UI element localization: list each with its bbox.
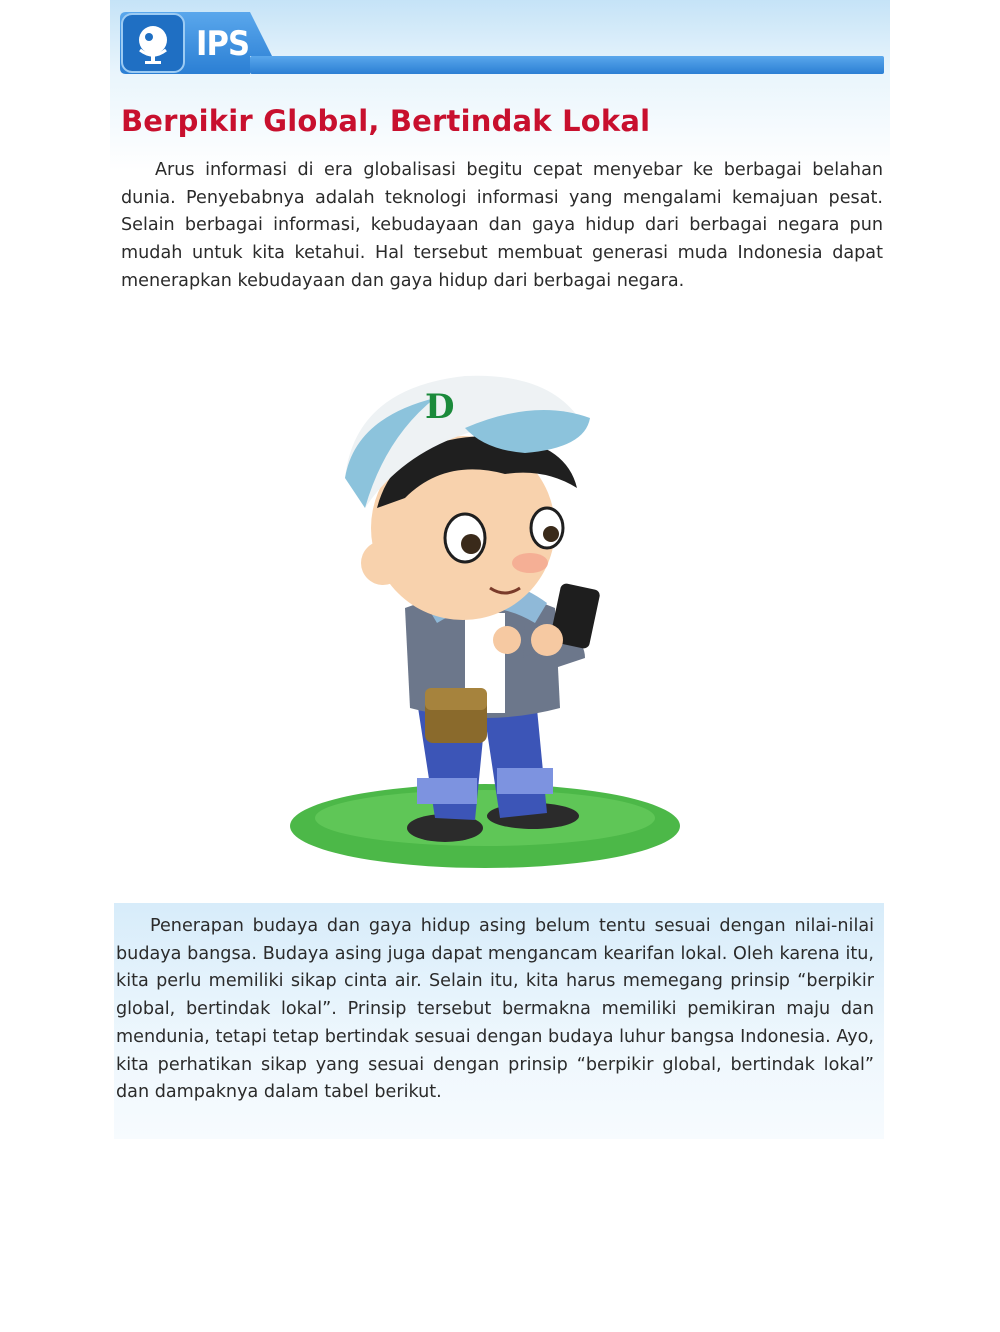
subject-header xyxy=(120,10,884,78)
section-title: Berpikir Global, Bertindak Lokal xyxy=(121,104,651,138)
principle-paragraph: Penerapan budaya dan gaya hidup asing belum tentu sesuai dengan nilai-nilai budaya bangsa. Budaya asing juga dapat mengancam kearifan lokal. Oleh karena itu, kita perlu memiliki sikap cinta air. Selain itu, kita harus memegang prinsip “berpikir global, bertindak lokal”. Prinsip tersebut bermakna memiliki pemikiran maju dan mendunia, tetapi tetap bertindak sesuai dengan budaya luhur bangsa Indonesia. Ayo, kita perhatikan sikap yang sesuai dengan prinsip “berpikir global, bertindak lokal” dan dampaknya dalam tabel berikut. xyxy=(116,916,874,1103)
subject-label: IPS xyxy=(196,24,250,64)
cap-letter: D xyxy=(425,387,455,427)
boy-with-phone-illustration xyxy=(285,358,705,878)
intro-paragraph: Arus informasi di era globalisasi begitu cepat menyebar ke berbagai belahan dunia. Penyebabnya adalah teknologi informasi yang mengalami kemajuan pesat. Selain berbagai informasi, kebudayaan dan gaya hidup dari berbagai negara pun mudah untuk kita ketahui. Hal tersebut membuat generasi muda Indonesia dapat menerapkan kebudayaan dan gaya hidup dari berbagai negara. xyxy=(121,160,883,291)
